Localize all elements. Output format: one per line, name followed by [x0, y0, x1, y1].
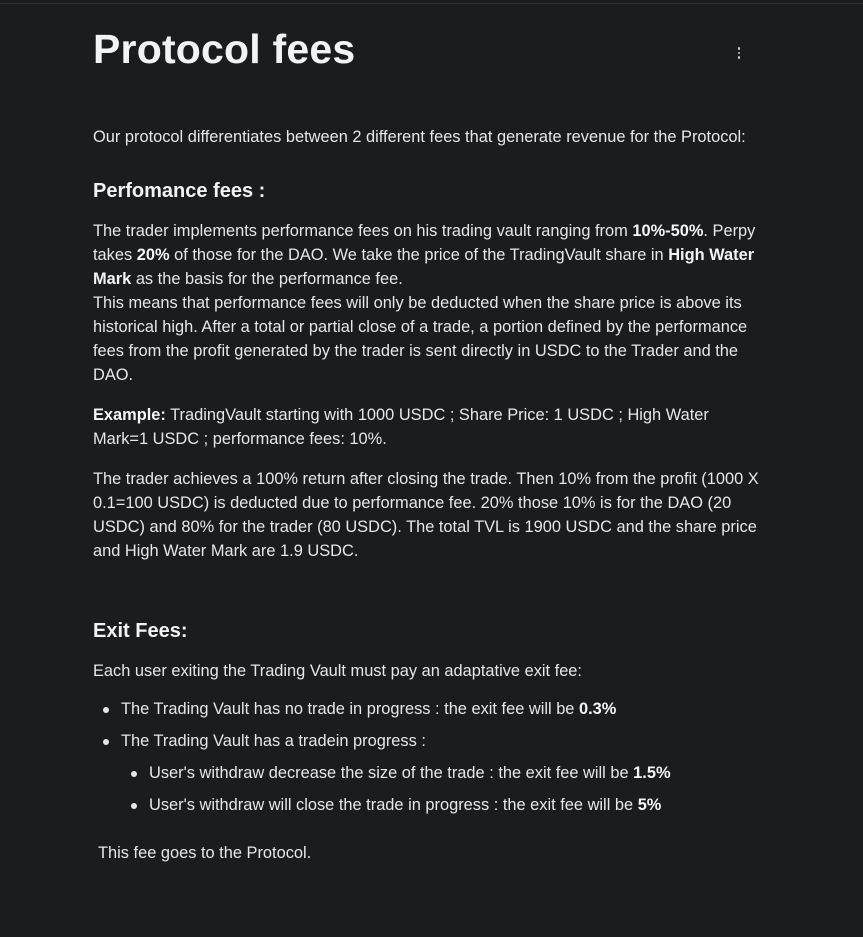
- exit-fee-value: 1.5%: [633, 764, 671, 782]
- more-options-button[interactable]: [728, 42, 750, 64]
- closing-paragraph: This fee goes to the Protocol.: [98, 844, 312, 862]
- example-label: Example:: [93, 406, 166, 424]
- example-paragraph: Example: TradingVault starting with 1000 USDC ; Share Price: 1 USDC ; High Water Mark=1 USDC ; performance fees: 10%.: [93, 406, 709, 448]
- performance-fees-paragraph: The trader implements performance fees on his trading vault ranging from 10%-50%. Perpy takes 20% of those for the DAO. We take the price of the TradingVault share in High Water Mark as the basis for the performance fee. This means that performance fees will only be deducted when the share price is above its historical high. After a total or partial close of a trade, a portion defined by the performance fees from the profit generated by the trader is sent directly in USDC to the Trader and the DAO.: [93, 222, 756, 384]
- list-item: User's withdraw decrease the size of the trade : the exit fee will be 1.5%: [149, 761, 765, 785]
- dao-share-value: 20%: [136, 246, 170, 264]
- exit-fee-value: 0.3%: [578, 700, 617, 718]
- list-item: The Trading Vault has no trade in progress : the exit fee will be 0.3%: [121, 697, 765, 721]
- intro-paragraph: Our protocol differentiates between 2 different fees that generate revenue for the Protocol:: [93, 128, 746, 146]
- more-vertical-icon: [738, 47, 740, 58]
- exit-fee-sublist: [121, 761, 765, 817]
- example-result-paragraph: The trader achieves a 100% return after closing the trade. Then 10% from the profit (1000 X 0.1=100 USDC) is deducted due to performance fee. 20% those 10% is for the DAO (20 USDC) and 80% for the trader (80 USDC). The total TVL is 1900 USDC and the share price and High Water Mark are 1.9 USDC.: [93, 470, 759, 560]
- high-water-mark-term: High Water Mark: [93, 246, 755, 288]
- page-title: Protocol fees: [93, 26, 356, 72]
- exit-fee-list: [93, 697, 765, 817]
- exit-fees-intro: Each user exiting the Trading Vault must pay an adaptative exit fee:: [93, 662, 582, 680]
- top-divider: [0, 3, 863, 4]
- exit-fees-heading: Exit Fees:: [93, 620, 188, 642]
- list-item: The Trading Vault has a tradein progress : User's withdraw decrease the size of the trade : the exit fee will be 1.5% User's withdraw will close the trade in progress : the exit fee will be 5%: [121, 729, 765, 817]
- article-body: [93, 125, 765, 865]
- exit-fee-value: 5%: [637, 796, 662, 814]
- performance-explanation: This means that performance fees will only be deducted when the share price is above its historical high. After a total or partial close of a trade, a portion defined by the performance fees from the profit generated by the trader is sent directly in USDC to the Trader and the DAO.: [93, 294, 748, 384]
- list-item: User's withdraw will close the trade in progress : the exit fee will be 5%: [149, 793, 765, 817]
- performance-fees-heading: Perfomance fees :: [93, 180, 266, 202]
- fee-range-value: 10%-50%: [632, 222, 704, 240]
